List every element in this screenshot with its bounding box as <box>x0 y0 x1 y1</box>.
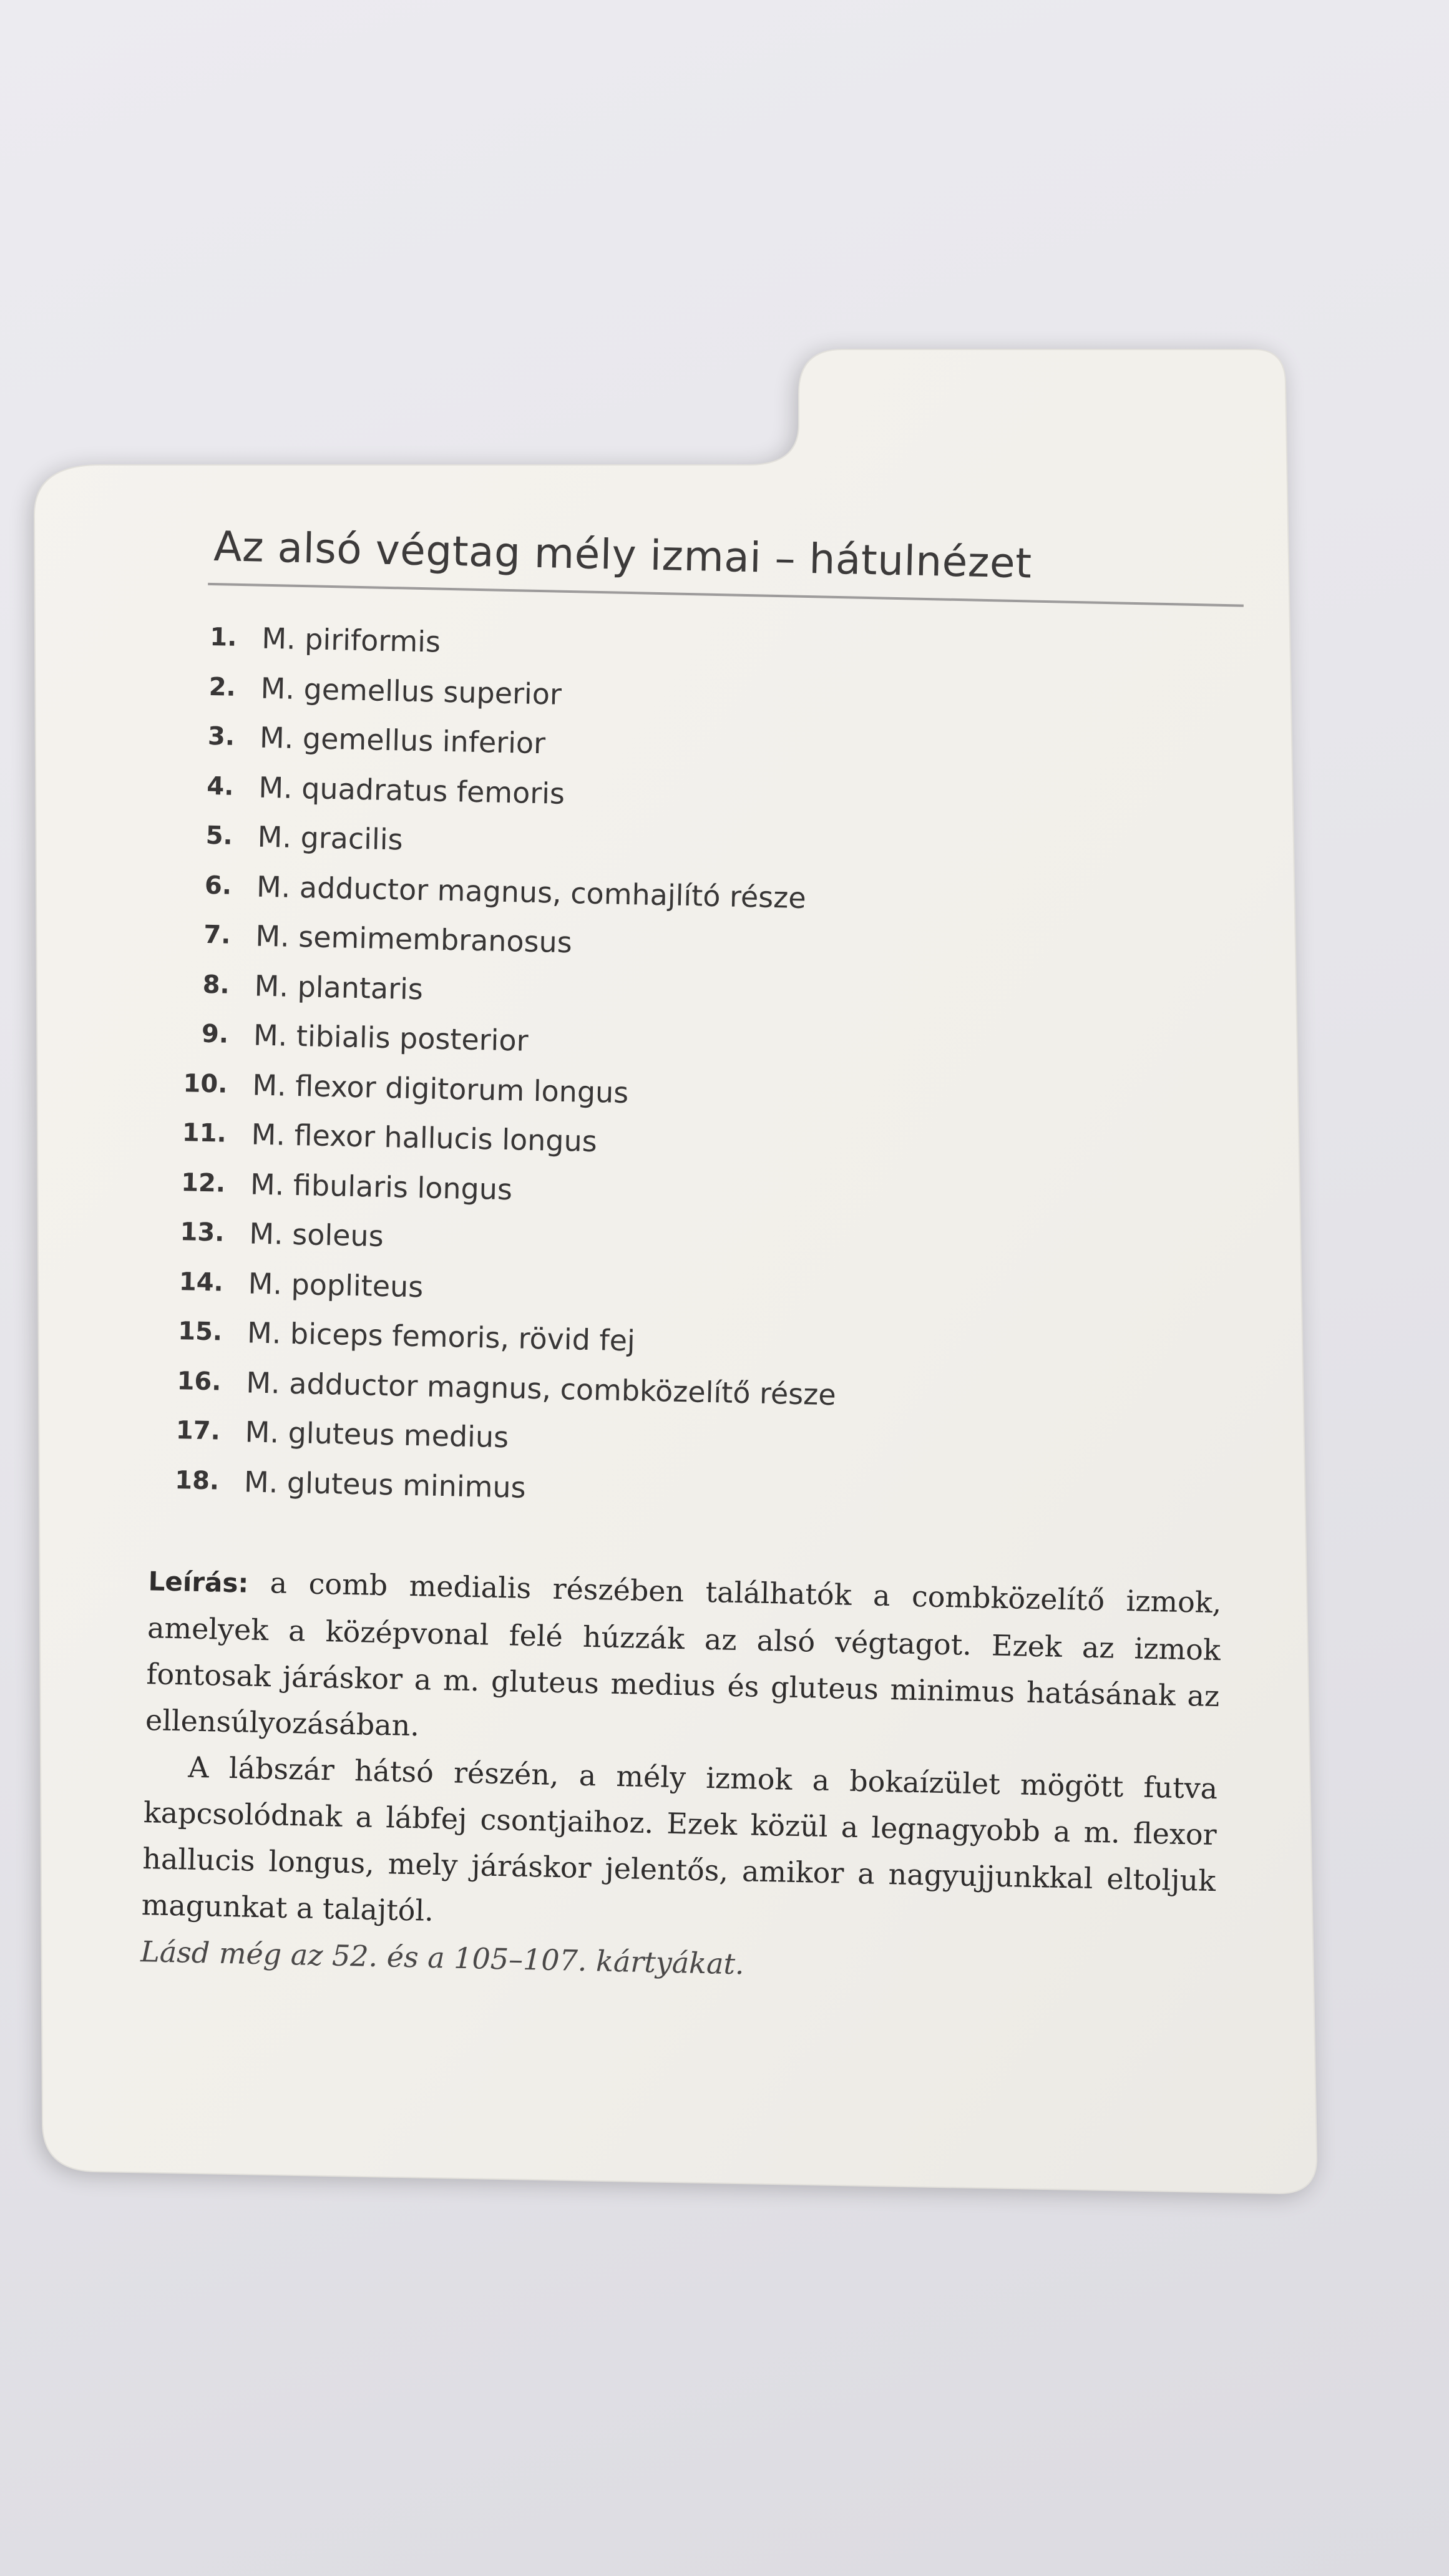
item-number: 13. <box>180 1217 225 1247</box>
item-number: 12. <box>180 1168 226 1198</box>
item-name: M. gracilis <box>257 819 404 857</box>
item-name: M. fibularis longus <box>250 1166 513 1206</box>
card-content <box>11 334 1341 2227</box>
item-name: M. gluteus medius <box>245 1415 509 1455</box>
card-title: Az alsó végtag mély izmai – hátulnézet <box>213 522 1033 588</box>
item-name: M. adductor magnus, comhajlító része <box>256 869 807 915</box>
item-name: M. plantaris <box>254 968 424 1006</box>
item-number: 6. <box>204 871 232 900</box>
item-number: 8. <box>202 970 230 1000</box>
item-name: M. popliteus <box>248 1266 424 1304</box>
item-name: M. flexor digitorum longus <box>251 1068 629 1110</box>
item-number: 7. <box>203 920 231 950</box>
item-number: 2. <box>208 672 237 702</box>
item-number: 10. <box>183 1068 228 1099</box>
item-name: M. piriformis <box>261 621 441 659</box>
item-name: M. soleus <box>248 1216 384 1253</box>
item-number: 1. <box>209 622 237 652</box>
description-label: Leírás: <box>148 1566 249 1599</box>
item-name: M. flexor hallucis longus <box>251 1117 598 1159</box>
item-name: M. tibialis posterior <box>253 1018 529 1058</box>
item-number: 3. <box>207 721 235 751</box>
item-name: M. gemellus superior <box>260 671 562 711</box>
description-text-1: a comb medialis részében találhatók a combközelítő izmok, amelyek a középvonal felé húzzák az alsó végtagot. Ezek az izmok fontosak járáskor a m. gluteus medius és gluteus minimus hatásának az ellensúlyozásában. <box>145 1566 1222 1743</box>
item-number: 18. <box>174 1465 220 1496</box>
item-number: 17. <box>175 1416 221 1446</box>
item-number: 11. <box>182 1118 227 1148</box>
see-also-note: Lásd még az 52. és a 105–107. kártyákat. <box>140 1934 745 1981</box>
item-name: M. gemellus inferior <box>259 720 546 761</box>
item-name: M. gluteus minimus <box>243 1464 527 1505</box>
item-name: M. quadratus femoris <box>258 770 565 811</box>
title-divider <box>208 583 1244 607</box>
item-number: 9. <box>201 1019 229 1049</box>
item-number: 15. <box>177 1317 223 1347</box>
description-paragraph-1 <box>145 1557 1222 1765</box>
item-number: 4. <box>206 771 234 801</box>
item-name: M. biceps femoris, rövid fej <box>246 1315 636 1358</box>
item-number: 14. <box>178 1267 224 1297</box>
muscle-list <box>150 612 980 1522</box>
item-number: 5. <box>205 821 233 851</box>
item-name: M. semimembranosus <box>255 919 573 960</box>
description <box>141 1557 1222 1950</box>
description-paragraph-2: A lábszár hátsó részén, a mély izmok a bokaízület mögött futva kapcsolódnak a lábfej csontjaihoz. Ezek közül a legnagyobb a m. flexor hallucis longus, mely járáskor jelentős, amikor a nagyujjunkkal eltoljuk magunkat a talajtól. <box>141 1750 1218 1928</box>
item-number: 16. <box>177 1366 222 1397</box>
item-name: M. adductor magnus, combközelítő része <box>245 1365 837 1412</box>
